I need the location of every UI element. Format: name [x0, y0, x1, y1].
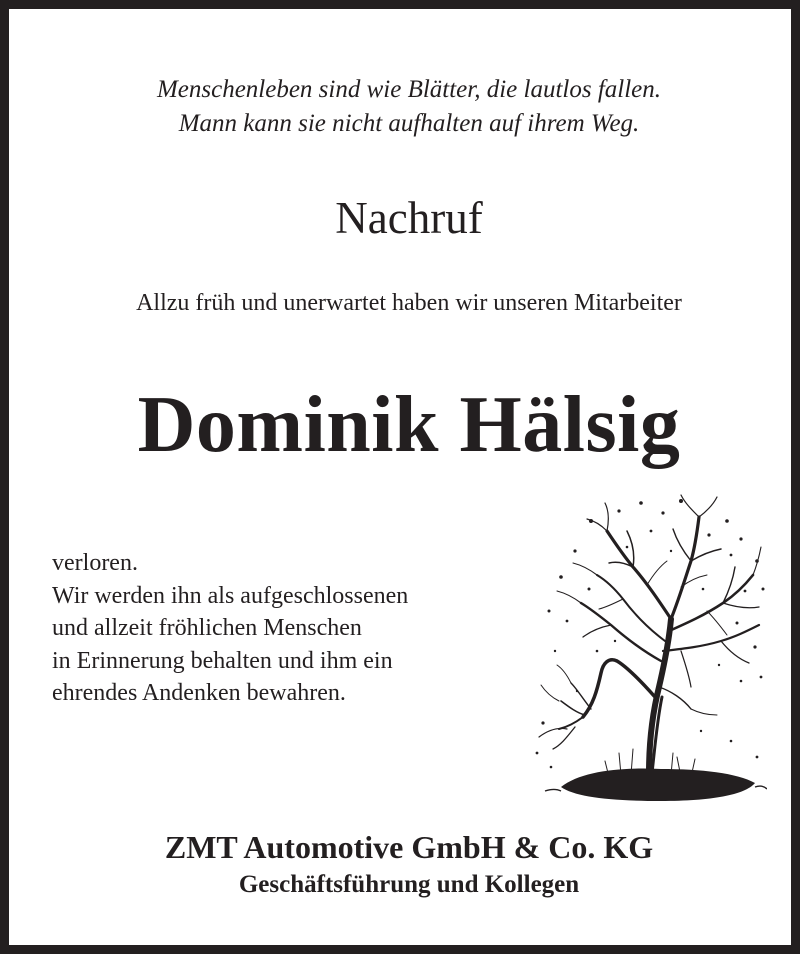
body-text [52, 547, 532, 710]
deceased-name: Dominik Hälsig [137, 381, 681, 469]
obituary-heading: Nachruf [335, 193, 483, 243]
body-line-1: verloren. [52, 550, 138, 576]
intro-text: Allzu früh und unerwartet haben wir unseren Mitarbeiter [136, 290, 682, 316]
body-line-3: und allzeit fröhlichen Menschen [52, 615, 362, 641]
company-name: ZMT Automotive GmbH & Co. KG [164, 829, 654, 865]
bare-tree-icon [531, 491, 767, 807]
body-line-5: ehrendes Andenken bewahren. [52, 680, 346, 706]
poem-quote [9, 73, 800, 141]
poem-line-2: Mann kann sie nicht aufhalten auf ihrem Weg. [178, 110, 640, 137]
body-line-2: Wir werden ihn als aufgeschlossenen [52, 582, 409, 609]
signature-subline: Geschäftsführung und Kollegen [238, 871, 580, 898]
body-line-4: in Erinnerung behalten und ihm ein [52, 647, 393, 674]
poem-line-1: Menschenleben sind wie Blätter, die lautlos fallen. [156, 76, 662, 103]
